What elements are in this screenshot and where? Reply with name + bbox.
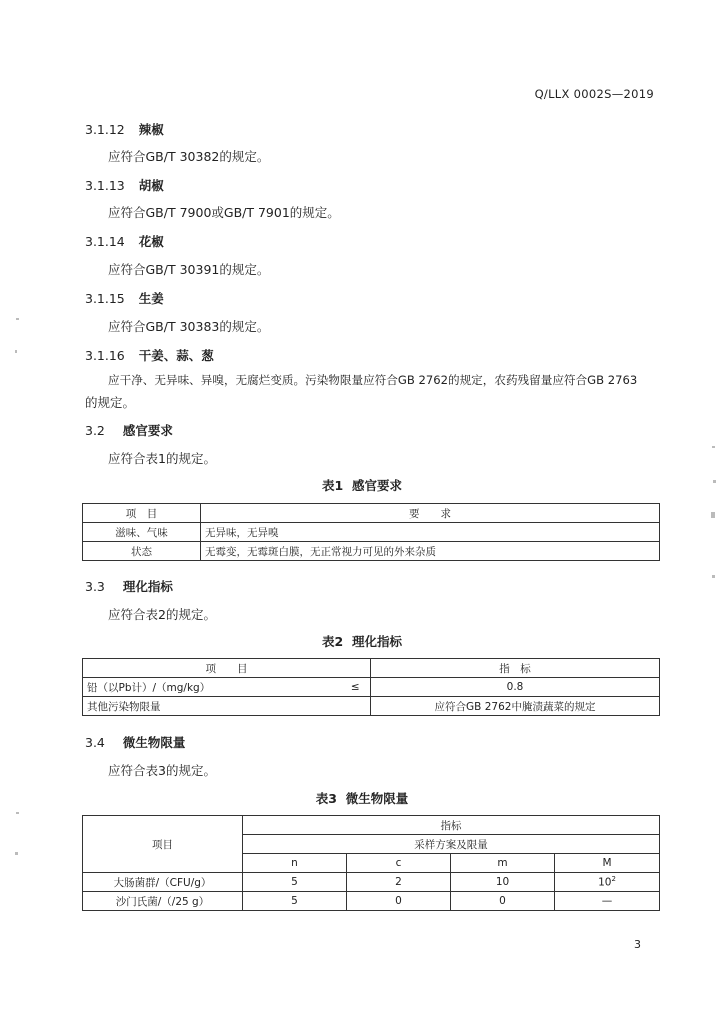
section-number: 3.2 bbox=[85, 423, 105, 438]
scan-speck bbox=[712, 446, 715, 448]
table-row bbox=[83, 542, 660, 561]
section-text: 应符合GB/T 30391的规定。 bbox=[108, 262, 270, 277]
section-heading bbox=[85, 120, 164, 138]
section-number: 3.1.12 bbox=[85, 122, 125, 137]
scan-speck bbox=[15, 350, 17, 353]
scan-speck bbox=[713, 480, 716, 483]
table-cell: 其他污染物限量 bbox=[83, 697, 341, 716]
cell-value: 10 bbox=[598, 876, 612, 889]
table-header-row bbox=[83, 659, 660, 678]
table-header-row bbox=[83, 816, 660, 835]
table-cell: 5 bbox=[243, 892, 347, 911]
table-cell-operator: ≤ bbox=[341, 678, 371, 697]
table-cell: 10 bbox=[451, 873, 555, 892]
table-caption: 表1 感官要求 bbox=[322, 478, 402, 493]
table-header-cell: 指 标 bbox=[371, 659, 660, 678]
scan-speck bbox=[15, 852, 18, 855]
section-heading bbox=[85, 289, 164, 307]
section-title: 花椒 bbox=[138, 234, 164, 249]
table-cell: 铅（以Pb计）/（mg/kg） bbox=[83, 678, 341, 697]
table-cell: 0.8 bbox=[371, 678, 660, 697]
section-text: 应符合表2的规定。 bbox=[108, 607, 216, 622]
section-text: 应符合GB/T 30382的规定。 bbox=[108, 149, 270, 164]
section-text: 应符合表3的规定。 bbox=[108, 763, 216, 778]
section-heading bbox=[85, 346, 214, 364]
table-cell: 无霉变，无霉斑白膜，无正常视力可见的外来杂质 bbox=[201, 542, 660, 561]
section-heading bbox=[85, 733, 185, 751]
table-header-cell: 项 目 bbox=[83, 659, 371, 678]
section-text: 应符合GB/T 7900或GB/T 7901的规定。 bbox=[108, 205, 340, 220]
table-header-row bbox=[83, 504, 660, 523]
section-title: 辣椒 bbox=[138, 122, 164, 137]
table-header-cell: 项目 bbox=[83, 816, 243, 873]
table-row bbox=[83, 523, 660, 542]
section-title: 感官要求 bbox=[122, 423, 173, 438]
section-title: 干姜、蒜、葱 bbox=[138, 348, 214, 363]
standard-number: Q/LLX 0002S—2019 bbox=[534, 87, 654, 101]
table-header-cell: M bbox=[555, 854, 660, 873]
table-cell: 沙门氏菌/（/25 g） bbox=[83, 892, 243, 911]
scan-speck bbox=[711, 512, 715, 518]
section-number: 3.3 bbox=[85, 579, 105, 594]
scan-speck bbox=[16, 812, 19, 814]
section-number: 3.1.13 bbox=[85, 178, 125, 193]
table-row bbox=[83, 697, 660, 716]
table-cell: 0 bbox=[347, 892, 451, 911]
table-cell: 2 bbox=[347, 873, 451, 892]
section-title: 胡椒 bbox=[138, 178, 164, 193]
section-title: 理化指标 bbox=[122, 579, 173, 594]
table-header-cell: n bbox=[243, 854, 347, 873]
table-cell: 无异味，无异嗅 bbox=[201, 523, 660, 542]
table-cell: 状态 bbox=[83, 542, 201, 561]
section-heading bbox=[85, 421, 173, 439]
section-title: 生姜 bbox=[138, 291, 164, 306]
table-cell: 应符合GB 2762中腌渍蔬菜的规定 bbox=[371, 697, 660, 716]
section-heading bbox=[85, 577, 173, 595]
section-text: 的规定。 bbox=[85, 395, 136, 410]
section-number: 3.4 bbox=[85, 735, 105, 750]
physicochemical-table bbox=[82, 658, 660, 716]
table-cell: 0 bbox=[451, 892, 555, 911]
section-number: 3.1.14 bbox=[85, 234, 125, 249]
table-caption: 表3 微生物限量 bbox=[315, 791, 409, 806]
table-cell: 大肠菌群/（CFU/g） bbox=[83, 873, 243, 892]
table-cell: 滋味、气味 bbox=[83, 523, 201, 542]
table-cell: 5 bbox=[243, 873, 347, 892]
table-header-cell: 采样方案及限量 bbox=[243, 835, 660, 854]
table-row bbox=[83, 678, 660, 697]
section-number: 3.1.15 bbox=[85, 291, 125, 306]
table-cell bbox=[555, 873, 660, 892]
scan-speck bbox=[16, 318, 19, 320]
table-cell-operator bbox=[341, 697, 371, 716]
table-header-cell: 项 目 bbox=[83, 504, 201, 523]
table-header-cell: 指标 bbox=[243, 816, 660, 835]
table-caption: 表2 理化指标 bbox=[322, 634, 402, 649]
microbial-table bbox=[82, 815, 660, 911]
table-header-cell: 要 求 bbox=[201, 504, 660, 523]
table-header-cell: m bbox=[451, 854, 555, 873]
table-row bbox=[83, 873, 660, 892]
sensory-table bbox=[82, 503, 660, 561]
table-header-cell: c bbox=[347, 854, 451, 873]
table-cell: — bbox=[555, 892, 660, 911]
cell-exponent: 2 bbox=[611, 875, 616, 884]
section-text: 应符合GB/T 30383的规定。 bbox=[108, 319, 270, 334]
table-row bbox=[83, 892, 660, 911]
section-heading bbox=[85, 176, 164, 194]
section-text: 应干净、无异味、异嗅，无腐烂变质。污染物限量应符合GB 2762的规定，农药残留量应符合GB 2763 bbox=[108, 373, 638, 387]
section-title: 微生物限量 bbox=[122, 735, 186, 750]
section-text: 应符合表1的规定。 bbox=[108, 451, 216, 466]
scan-speck bbox=[712, 575, 715, 578]
page-number: 3 bbox=[634, 938, 641, 951]
section-number: 3.1.16 bbox=[85, 348, 125, 363]
section-heading bbox=[85, 232, 164, 250]
